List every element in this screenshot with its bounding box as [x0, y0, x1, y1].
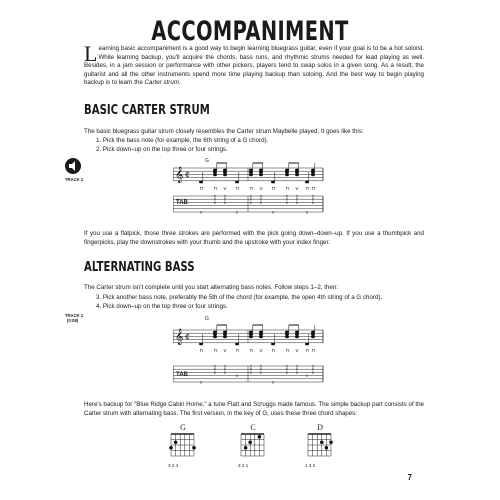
svg-text:0: 0	[295, 364, 298, 369]
chord-diagram-g	[168, 423, 198, 468]
chord-symbol-g-2: G	[205, 316, 209, 322]
svg-text:0: 0	[213, 370, 216, 375]
chord-name-g: G	[180, 423, 186, 432]
svg-text:0: 0	[249, 197, 252, 202]
svg-text:0: 0	[223, 370, 226, 375]
music-staff-1	[173, 158, 325, 220]
svg-text:0: 0	[223, 194, 226, 199]
svg-text:⊓: ⊓	[285, 348, 290, 353]
svg-text:0: 0	[295, 197, 298, 202]
chord-diagram-c	[238, 423, 268, 468]
svg-text:⊓: ⊓	[311, 186, 316, 191]
svg-text:0: 0	[285, 367, 288, 372]
svg-text:0: 0	[213, 194, 216, 199]
track-label: TRACK 1	[65, 177, 84, 182]
svg-text:0: 0	[223, 200, 226, 205]
step-1: 1. Pick the bass note (for example, the 6th string of a G chord).	[96, 137, 269, 144]
tab-label-2: TAB	[176, 372, 188, 378]
svg-text:0: 0	[295, 200, 298, 205]
intro-paragraph	[84, 41, 424, 88]
section2-text: The Carter strum isn't complete until you start alternating bass notes. Follow steps 1–2, then:	[84, 284, 338, 291]
chord-fingers-g: 3 2 4	[168, 463, 179, 468]
svg-text:0: 0	[311, 197, 314, 202]
svg-text:V: V	[259, 348, 263, 353]
chord-diagram-d	[305, 423, 335, 468]
svg-text:⊓: ⊓	[199, 186, 204, 191]
svg-text:0: 0	[249, 367, 252, 372]
svg-text:0: 0	[305, 374, 308, 378]
page-number: 7	[407, 473, 412, 482]
svg-text:⊓: ⊓	[235, 348, 240, 353]
chord-fingers-d: 1 3 2	[305, 463, 316, 468]
svg-text:0: 0	[259, 364, 262, 369]
svg-text:0: 0	[249, 200, 252, 205]
section2-after-text: Here's backup for "Blue Ridge Cabin Home," a tune Flatt and Scruggs made famous. The simple backup part consists of the Carter strum with alternating bass. The first version, in the key of G, uses these three chord shapes:	[84, 401, 424, 417]
section1-after-text: If you use a flatpick, those three strokes are performed with the pick going down–down–up. If you use a thumbpick and fingerpicks, play the downstrokes with your thumb and the upstroke with your index finger.	[84, 230, 424, 246]
svg-text:⊓: ⊓	[213, 348, 218, 353]
svg-text:0: 0	[295, 367, 298, 372]
svg-text:0: 0	[223, 364, 226, 369]
svg-text:0: 0	[311, 367, 314, 372]
svg-text:⊓: ⊓	[311, 348, 316, 353]
svg-text:V: V	[295, 348, 299, 353]
svg-text:0: 0	[285, 197, 288, 202]
svg-text:3: 3	[199, 380, 202, 385]
svg-text:0: 0	[311, 370, 314, 375]
svg-text:0: 0	[295, 370, 298, 375]
intro-italic: Carter strum.	[144, 79, 181, 87]
svg-text:⊓: ⊓	[213, 186, 218, 191]
svg-text:3: 3	[305, 210, 308, 215]
svg-text:0: 0	[311, 364, 314, 369]
svg-text:0: 0	[285, 194, 288, 199]
svg-text:0: 0	[285, 370, 288, 375]
chord-symbol-g-1: G	[205, 158, 209, 164]
track-label-2: TRACK 1	[65, 313, 84, 318]
svg-text:0: 0	[285, 200, 288, 205]
svg-text:¢: ¢	[185, 170, 191, 179]
svg-text:3: 3	[271, 380, 274, 385]
svg-text:3: 3	[271, 210, 274, 215]
svg-text:⊓: ⊓	[249, 186, 254, 191]
intro-text: earning basic accompaniment is a good way to begin learning bluegrass guitar, even if your goal is to be a hot soloist. While learning backup, you'll acquire the chords, bass runs, and rhythmic strums needed for lead playing as well. Besides, in a jam session or performance with other pickers, players tend to swap solos in a given song. As a result, the guitarist and all the other instruments spend more time playing backup than soloing. And the best way to begin playing backup is to learn the	[84, 45, 424, 87]
step-2: 2. Pick down–up on the top three or four strings.	[96, 146, 228, 153]
svg-text:0: 0	[311, 200, 314, 205]
svg-text:0: 0	[249, 194, 252, 199]
svg-text:⊓: ⊓	[305, 348, 310, 353]
music-staff-2	[173, 316, 325, 392]
section1-text: The basic bluegrass guitar strum closely resembles the Carter strum Maybelle played. It goes like this:	[84, 128, 364, 135]
svg-text:⊓: ⊓	[271, 348, 276, 353]
step-4: 4. Pick down–up on the top three or four strings.	[96, 303, 228, 310]
track-time: (0:08)	[67, 318, 79, 323]
chord-name-d: D	[317, 423, 323, 432]
svg-text:0: 0	[249, 364, 252, 369]
svg-text:V: V	[223, 186, 227, 191]
svg-text:𝄞: 𝄞	[175, 329, 184, 345]
svg-text:0: 0	[259, 197, 262, 202]
svg-text:⊓: ⊓	[271, 186, 276, 191]
svg-text:0: 0	[259, 367, 262, 372]
svg-text:⊓: ⊓	[235, 186, 240, 191]
drop-cap: L	[84, 41, 98, 66]
page-title: ACCOMPANIMENT	[151, 16, 349, 47]
svg-text:0: 0	[285, 364, 288, 369]
svg-text:0: 0	[213, 197, 216, 202]
svg-text:0: 0	[235, 374, 238, 378]
svg-text:3: 3	[199, 210, 202, 215]
svg-text:3: 3	[235, 210, 238, 215]
svg-text:V: V	[295, 186, 299, 191]
svg-text:𝄞: 𝄞	[175, 167, 184, 183]
svg-text:0: 0	[223, 367, 226, 372]
section-heading-basic-carter-strum: BASIC CARTER STRUM	[84, 103, 210, 118]
chord-fingers-c: 3 2 1	[238, 463, 249, 468]
svg-text:0: 0	[259, 370, 262, 375]
svg-text:0: 0	[213, 200, 216, 205]
svg-text:0: 0	[213, 364, 216, 369]
audio-track-icon[interactable]	[64, 157, 84, 177]
svg-text:0: 0	[213, 367, 216, 372]
svg-text:0: 0	[311, 194, 314, 199]
section-heading-alternating-bass: ALTERNATING BASS	[84, 260, 195, 275]
svg-text:¢: ¢	[185, 332, 191, 341]
svg-text:V: V	[223, 348, 227, 353]
svg-text:⊓: ⊓	[285, 186, 290, 191]
svg-text:⊓: ⊓	[199, 348, 204, 353]
svg-text:0: 0	[223, 197, 226, 202]
svg-text:0: 0	[259, 194, 262, 199]
tab-label-1: TAB	[176, 200, 188, 206]
chord-name-c: C	[250, 423, 256, 432]
step-3: 3. Pick another bass note, preferably the 5th of the chord (for example, the open 4th string of a G chord).	[96, 294, 383, 301]
svg-text:⊓: ⊓	[249, 348, 254, 353]
svg-text:⊓: ⊓	[305, 186, 310, 191]
svg-text:0: 0	[295, 194, 298, 199]
svg-text:V: V	[259, 186, 263, 191]
svg-text:0: 0	[249, 370, 252, 375]
svg-text:0: 0	[259, 200, 262, 205]
